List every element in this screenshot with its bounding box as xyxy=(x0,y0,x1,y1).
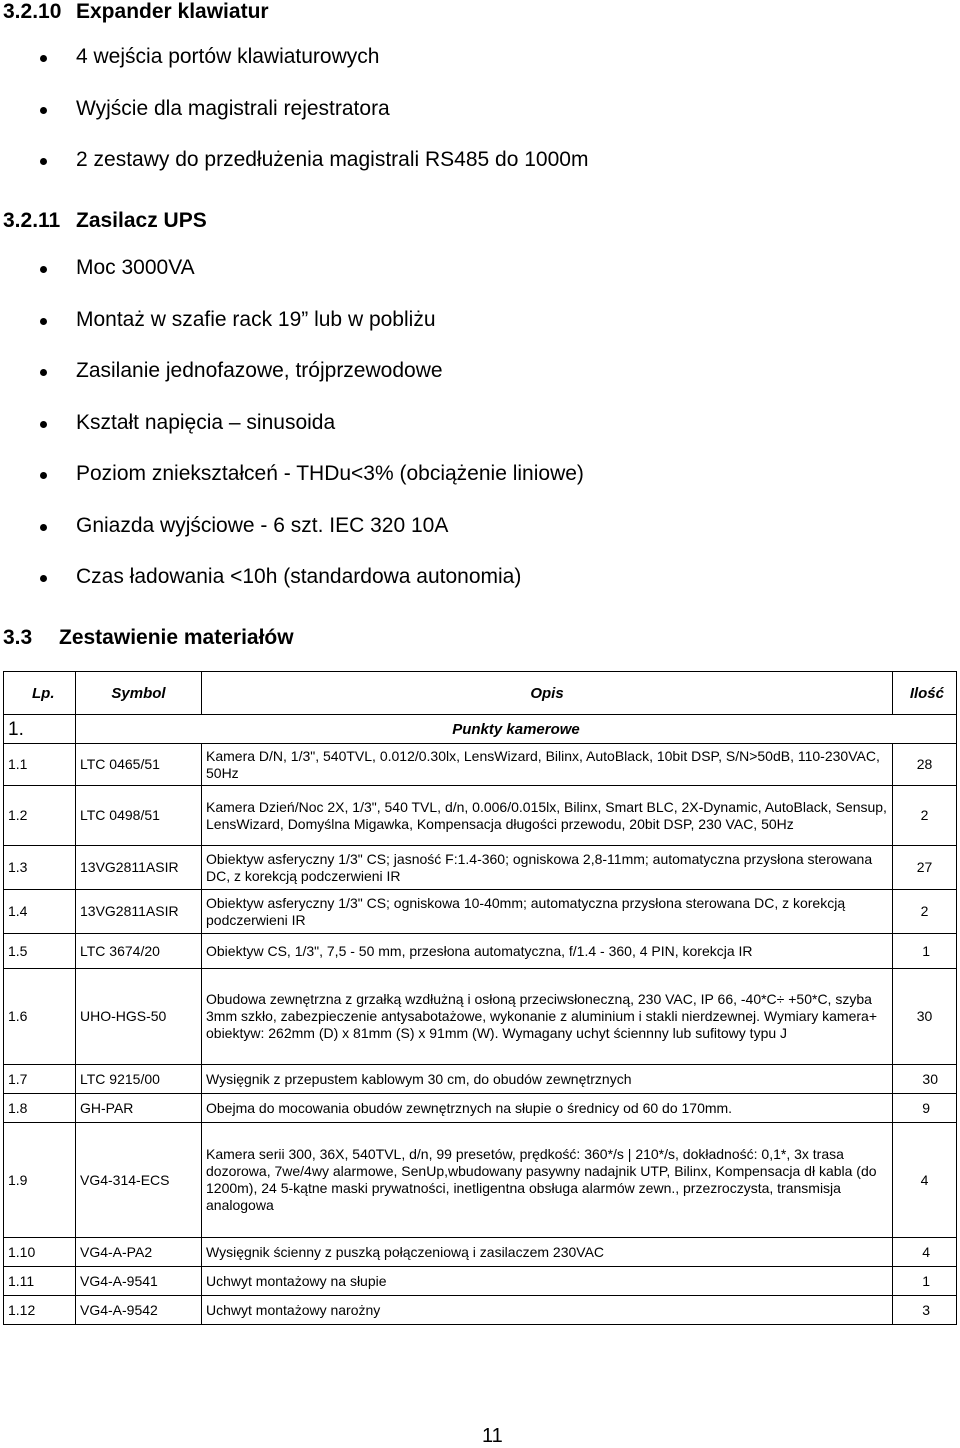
table-row: 1.5 LTC 3674/20 Obiektyw CS, 1/3", 7,5 - 50 mm, przesłona automatyczna, f/1.4 - 360, 4 PIN, korekcja IR 1 xyxy=(4,934,957,969)
materials-table xyxy=(3,671,957,1325)
section-heading-expander: 3.2.10 Expander klawiatur xyxy=(3,0,269,23)
bullet-icon xyxy=(40,524,47,531)
bullet-icon xyxy=(40,158,47,165)
table-row: 1.3 13VG2811ASIR Obiektyw asferyczny 1/3" CS; jasność F:1.4-360; ogniskowa 2,8-11mm; automatyczna przysłona sterowana DC, z korekcją podczerwieni IR 27 xyxy=(4,846,957,890)
bullet-icon xyxy=(40,107,47,114)
table-group-row xyxy=(4,715,957,744)
table-row: 1.4 13VG2811ASIR Obiektyw asferyczny 1/3" CS; ogniskowa 10-40mm; automatyczna przysłona sterowana DC, z korekcją podczerwieni IR 2 xyxy=(4,890,957,934)
header-symbol: Symbol xyxy=(76,672,202,715)
table-row: 1.12 VG4-A-9542 Uchwyt montażowy narożny 3 xyxy=(4,1296,957,1325)
bullet-icon xyxy=(40,472,47,479)
table-row: 1.6 UHO-HGS-50 Obudowa zewnętrzna z grzałką wzdłużną i osłoną przeciwsłoneczną, 230 VAC, IP 66, -40*C÷ +50*C, szyba 3mm szkło, zabezpieczenie antysabotażowe, wykonanie z aluminium i stakli nierdzewnej. Wymiary kamera+ obiektyw: 262mm (D) x 81mm (S) x 91mm (W). Wymagany uchyt ściennny lub sufitowy typu J 30 xyxy=(4,969,957,1065)
table-row: 1.1 LTC 0465/51 Kamera D/N, 1/3", 540TVL, 0.012/0.30lx, LensWizard, Bilinx, AutoBlack, 10bit DSP, S/N>50dB, 110-230VAC, 50Hz 28 xyxy=(4,744,957,786)
bullet-icon xyxy=(40,575,47,582)
table-row: 1.10 VG4-A-PA2 Wysięgnik ścienny z puszką połączeniową i zasilaczem 230VAC 4 xyxy=(4,1238,957,1267)
header-ilosc: Ilość xyxy=(893,672,957,715)
section-heading-ups: 3.2.11 Zasilacz UPS xyxy=(3,209,207,232)
table-row: 1.7 LTC 9215/00 Wysięgnik z przepustem kablowym 30 cm, do obudów zewnętrznych 30 xyxy=(4,1065,957,1094)
table-header-row xyxy=(4,672,957,715)
group-lp: 1. xyxy=(4,715,76,744)
bullet-icon xyxy=(40,266,47,273)
table-row: 1.11 VG4-A-9541 Uchwyt montażowy na słupie 1 xyxy=(4,1267,957,1296)
bullet-icon xyxy=(40,55,47,62)
bullet-icon xyxy=(40,421,47,428)
header-lp: Lp. xyxy=(4,672,76,715)
table-row: 1.8 GH-PAR Obejma do mocowania obudów zewnętrznych na słupie o średnicy od 60 do 170mm. 9 xyxy=(4,1094,957,1123)
bullet-icon xyxy=(40,318,47,325)
group-title: Punkty kamerowe xyxy=(76,715,957,744)
table-row: 1.2 LTC 0498/51 Kamera Dzień/Noc 2X, 1/3", 540 TVL, d/n, 0.006/0.015lx, Bilinx, Smart BLC, 2X-Dynamic, AutoBlack, Sensup, LensWizard, Domyślna Migawka, Kompensacja długości przewodu, 20bit DSP, 230 VAC, 50Hz 2 xyxy=(4,786,957,846)
page-number: 11 xyxy=(482,1425,503,1447)
bullet-icon xyxy=(40,369,47,376)
document-page: 3.2.10 Expander klawiatur 4 wejścia portów klawiaturowych Wyjście dla magistrali rejestratora 2 zestawy do przedłużenia magistrali RS485 do 1000m 3.2.11 Zasilacz UPS Moc 3000VA Montaż w szafie rack 19” lub w pobliżu Zasilanie jednofazowe, trójprzewodowe Kształt napięcia – sinusoida Poziom zniekształceń - THDu<3% (obciążenie liniowe) Gniazda wyjściowe - 6 szt. IEC 320 10A Czas ładowania <10h (standardowa autonomia) 3.3 Zestawienie materiałów Lp. Symbol Opis Ilość 1. Punkty kamerowe 1.1 LTC 0465/51 Kamera D/N, 1/3", 540TVL, 0.012/0.30lx, LensWizard, Bilinx, AutoBlack, 10bit DSP, S/N>50dB, 110-230VAC, 50Hz 28 1.2 LTC 0498/51 Kamera Dzień/Noc 2X, 1/3", 540 TVL, d/n, 0.006/0.015lx, Bilinx, Smart BLC, 2X-Dynamic, AutoBlack, Sensup, LensWizard, Domyślna Migawka, Kompensacja długości przewodu, 20bit DSP, 230 VAC, 50Hz 2 1.3 13VG2811ASIR Obiektyw asferyczny 1/3" CS; jasność F:1.4-360; ogniskowa 2,8-11mm; automatyczna przysłona sterowana DC, z korekcją podczerwieni IR 27 1.4 13VG2811ASIR Obiektyw asferyczny 1/3" CS; ogniskowa 10-40mm; automatyczna przysłona sterowana DC, z korekcją podczerwieni IR 2 1.5 LTC 3674/20 Obiektyw CS, 1/3", 7,5 - 50 mm, przesłona automatyczna, f/1.4 - 360, 4 PIN, korekcja IR 1 1.6 UHO-HGS-50 Obudowa zewnętrzna z grzałką wzdłużną i osłoną przeciwsłoneczną, 230 VAC, IP 66, -40*C÷ +50*C, szyba 3mm szkło, zabezpieczenie antysabotażowe, wykonanie z aluminium i stakli nierdzewnej. Wymiary kamera+ obiektyw: 262mm (D) x 81mm (S) x 91mm (W). Wymagany uchyt ściennny lub sufitowy typu J 30 1.7 LTC 9215/00 Wysięgnik z przepustem kablowym 30 cm, do obudów zewnętrznych 30 1.8 GH-PAR Obejma do mocowania obudów zewnętrznych na słupie o średnicy od 60 do 170mm. 9 1.9 VG4-314-ECS Kamera serii 300, 36X, 540TVL, d/n, 99 presetów, prędkość: 360*/s | 210*/s, dokładność: 0,1*, 3x trasa dozorowa, 7we/4wy alarmowe, SenUp,wbudowany pasywny nadajnik UTP, Bilinx, Kompensacja dł kabla (do 1200m), 24 5-kątne maski prywatności, inetligentna obsługa alarmów zewn., przezroczysta, transmisja analogowa 4 1.10 VG4-A-PA2 Wysięgnik ścienny z puszką połączeniową i zasilaczem 230VAC 4 1.11 VG4-A-9541 Uchwyt montażowy na słupie 1 1.12 VG4-A-9542 Uchwyt montażowy narożny 3 11 xyxy=(0,0,960,1446)
section-heading-materials: 3.3 Zestawienie materiałów xyxy=(3,626,294,649)
header-opis: Opis xyxy=(202,672,893,715)
table-row: 1.9 VG4-314-ECS Kamera serii 300, 36X, 540TVL, d/n, 99 presetów, prędkość: 360*/s | 210*/s, dokładność: 0,1*, 3x trasa dozorowa, 7we/4wy alarmowe, SenUp,wbudowany pasywny nadajnik UTP, Bilinx, Kompensacja dł kabla (do 1200m), 24 5-kątne maski prywatności, inetligentna obsługa alarmów zewn., przezroczysta, transmisja analogowa 4 xyxy=(4,1123,957,1238)
